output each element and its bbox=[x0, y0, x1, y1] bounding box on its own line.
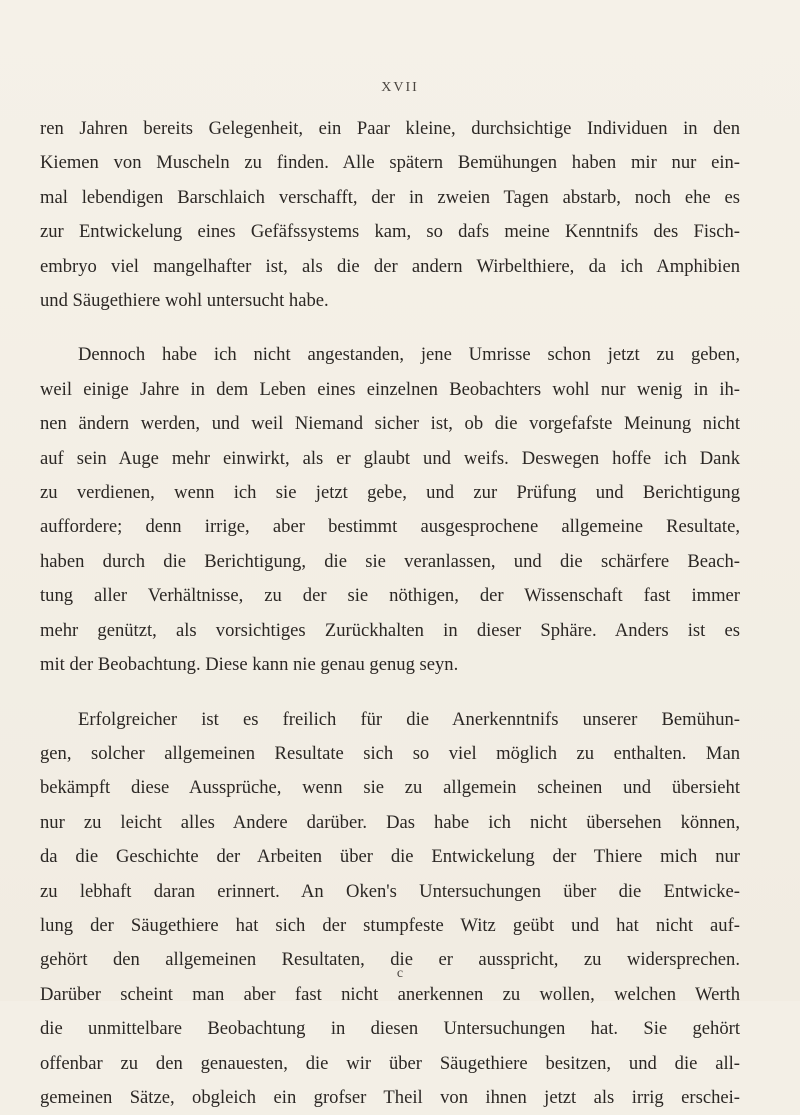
paragraph-3 bbox=[40, 703, 740, 1115]
text-line: ren Jahren bereits Gelegenheit, ein Paar kleine, durchsichtige Individuen in den bbox=[40, 112, 740, 146]
text-line: auf sein Auge mehr einwirkt, als er glaubt und weifs. Deswegen hoffe ich Dank bbox=[40, 442, 740, 476]
text-line: auffordere; denn irrige, aber bestimmt ausgesprochene allgemeine Resultate, bbox=[40, 510, 740, 544]
text-line: bekämpft diese Aussprüche, wenn sie zu allgemein scheinen und übersieht bbox=[40, 771, 740, 805]
text-line: Erfolgreicher ist es freilich für die Anerkenntnifs unserer Bemühun- bbox=[40, 703, 740, 737]
text-line: mal lebendigen Barschlaich verschafft, der in zweien Tagen abstarb, noch ehe es bbox=[40, 181, 740, 215]
page-number-header: XVII bbox=[0, 80, 800, 96]
signature-mark: c bbox=[0, 966, 800, 982]
text-line: und Säugethiere wohl untersucht habe. bbox=[40, 284, 740, 318]
text-line: die unmittelbare Beobachtung in diesen Untersuchungen hat. Sie gehört bbox=[40, 1012, 740, 1046]
text-line: haben durch die Berichtigung, die sie veranlassen, und die schärfere Beach- bbox=[40, 545, 740, 579]
text-line: weil einige Jahre in dem Leben eines einzelnen Beobachters wohl nur wenig in ih- bbox=[40, 373, 740, 407]
text-line: zu lebhaft daran erinnert. An Oken's Untersuchungen über die Entwicke- bbox=[40, 875, 740, 909]
text-line: mit der Beobachtung. Diese kann nie genau genug seyn. bbox=[40, 648, 740, 682]
text-line: Kiemen von Muscheln zu finden. Alle spätern Bemühungen haben mir nur ein- bbox=[40, 146, 740, 180]
text-line: mehr genützt, als vorsichtiges Zurückhalten in dieser Sphäre. Anders ist es bbox=[40, 614, 740, 648]
paragraph-2 bbox=[40, 338, 740, 682]
text-line: offenbar zu den genauesten, die wir über Säugethiere besitzen, und die all- bbox=[40, 1047, 740, 1081]
text-line: gen, solcher allgemeinen Resultate sich so viel möglich zu enthalten. Man bbox=[40, 737, 740, 771]
text-line: embryo viel mangelhafter ist, als die der andern Wirbelthiere, da ich Amphibien bbox=[40, 250, 740, 284]
text-line: zu verdienen, wenn ich sie jetzt gebe, und zur Prüfung und Berichtigung bbox=[40, 476, 740, 510]
body-text bbox=[40, 112, 740, 1115]
text-line: tung aller Verhältnisse, zu der sie nöthigen, der Wissenschaft fast immer bbox=[40, 579, 740, 613]
paragraph-1 bbox=[40, 112, 740, 318]
text-line: Dennoch habe ich nicht angestanden, jene Umrisse schon jetzt zu geben, bbox=[40, 338, 740, 372]
text-line: da die Geschichte der Arbeiten über die Entwickelung der Thiere mich nur bbox=[40, 840, 740, 874]
text-line: nur zu leicht alles Andere darüber. Das habe ich nicht übersehen können, bbox=[40, 806, 740, 840]
text-line: nen ändern werden, und weil Niemand sicher ist, ob die vorgefafste Meinung nicht bbox=[40, 407, 740, 441]
text-line: lung der Säugethiere hat sich der stumpfeste Witz geübt und hat nicht auf- bbox=[40, 909, 740, 943]
text-line: gehört den allgemeinen Resultaten, die er ausspricht, zu widersprechen. bbox=[40, 943, 740, 977]
text-line: zur Entwickelung eines Gefäfssystems kam, so dafs meine Kenntnifs des Fisch- bbox=[40, 215, 740, 249]
text-line: Darüber scheint man aber fast nicht anerkennen zu wollen, welchen Werth bbox=[40, 978, 740, 1012]
text-line: gemeinen Sätze, obgleich ein grofser Theil von ihnen jetzt als irrig erschei- bbox=[40, 1081, 740, 1115]
